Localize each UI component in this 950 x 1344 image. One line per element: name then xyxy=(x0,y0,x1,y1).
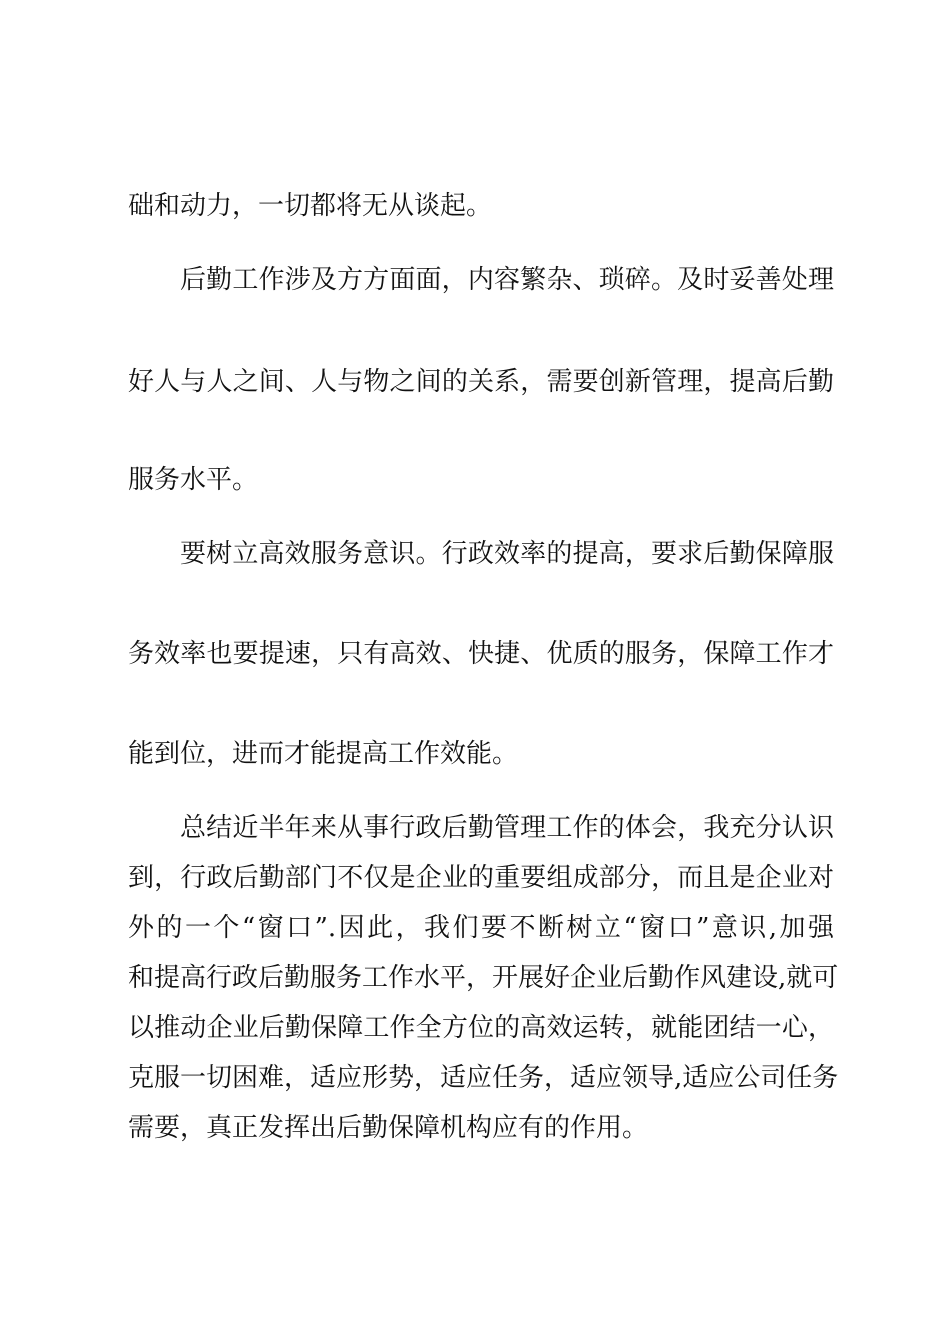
paragraph-line: 务效率也要提速，只有高效、快捷、优质的服务，保障工作才 xyxy=(128,639,834,669)
paragraph-line: 好人与人之间、人与物之间的关系，需要创新管理，提高后勤 xyxy=(128,367,834,397)
paragraph-line: 外的一个“窗口”.因此，我们要不断树立“窗口”意识,加强 xyxy=(128,913,834,943)
paragraph-line: 础和动力，一切都将无从谈起。 xyxy=(128,191,493,221)
paragraph-line: 要树立高效服务意识。行政效率的提高，要求后勤保障服 xyxy=(180,539,834,569)
paragraph-line: 需要，真正发挥出后勤保障机构应有的作用。 xyxy=(128,1113,649,1143)
paragraph-line: 和提高行政后勤服务工作水平，开展好企业后勤作风建设,就可 xyxy=(128,963,839,993)
paragraph-line: 以推动企业后勤保障工作全方位的高效运转，就能团结一心， xyxy=(128,1013,834,1043)
paragraph-line: 后勤工作涉及方方面面，内容繁杂、琐碎。及时妥善处理 xyxy=(180,265,834,295)
paragraph-line: 能到位，进而才能提高工作效能。 xyxy=(128,739,519,769)
paragraph-line: 到，行政后勤部门不仅是企业的重要组成部分，而且是企业对 xyxy=(128,863,834,893)
paragraph-line: 总结近半年来从事行政后勤管理工作的体会，我充分认识 xyxy=(180,813,834,843)
paragraph-line: 克服一切困难，适应形势，适应任务，适应领导,适应公司任务 xyxy=(128,1063,839,1093)
paragraph-line: 服务水平。 xyxy=(128,465,259,495)
